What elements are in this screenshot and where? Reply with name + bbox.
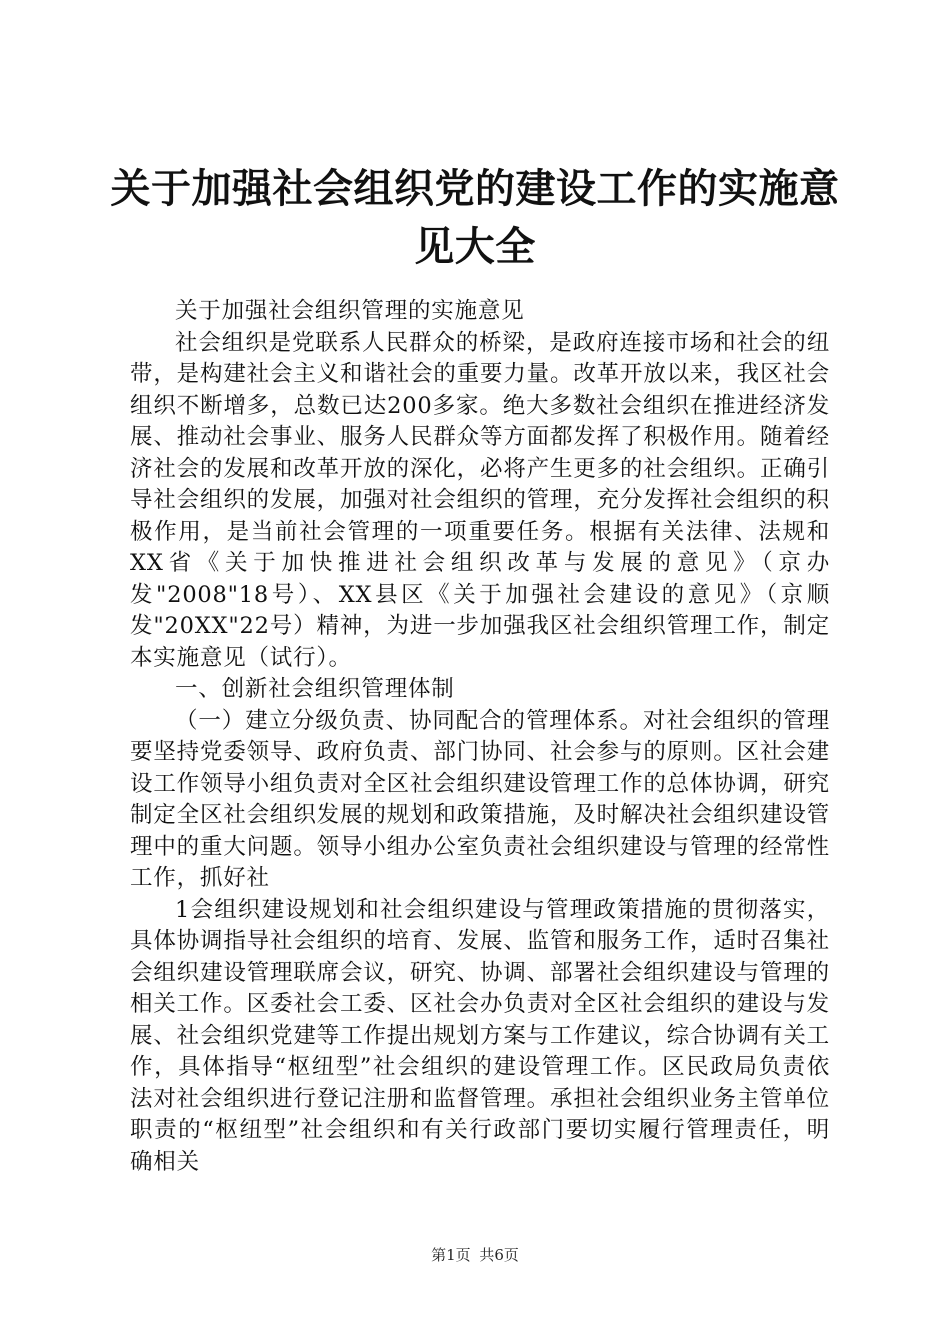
paragraph: （一）建立分级负责、协同配合的管理体系。对社会组织的管理要坚持党委领导、政府负责、部门协同、社会参与的原则。区社会建设工作领导小组负责对全区社会组织建设管理工作的总体协调，研究制定全区社会组织发展的规划和政策措施，及时解决社会组织建设管理中的重大问题。领导小组办公室负责社会组织建设与管理的经常性工作，抓好社	[130, 707, 830, 891]
paragraph: 社会组织是党联系人民群众的桥梁，是政府连接市场和社会的纽带，是构建社会主义和谐社会的重要力量。改革开放以来，我区社会组织不断增多，总数已达200多家。绝大多数社会组织在推进经济发展、推动社会事业、服务人民群众等方面都发挥了积极作用。随着经济社会的发展和改革开放的深化，必将产生更多的社会组织。正确引导社会组织的发展，加强对社会组织的管理，充分发挥社会组织的积极作用，是当前社会管理的一项重要任务。根据有关法律、法规和XX省《关于加快推进社会组织改革与发展的意见》（京办发"2008"18号）、XX县区《关于加强社会建设的意见》（京顺发"20XX"22号）精神，为进一步加强我区社会组织管理工作，制定本实施意见（试行）。	[130, 329, 830, 671]
paragraph: 1会组织建设规划和社会组织建设与管理政策措施的贯彻落实，具体协调指导社会组织的培育、发展、监管和服务工作，适时召集社会组织建设管理联席会议，研究、协调、部署社会组织建设与管理的相关工作。区委社会工委、区社会办负责对全区社会组织的建设与发展、社会组织党建等工作提出规划方案与工作建议，综合协调有关工作，具体指导“枢纽型”社会组织的建设管理工作。区民政局负责依法对社会组织进行登记注册和监督管理。承担社会组织业务主管单位职责的“枢纽型”社会组织和有关行政部门要切实履行管理责任，明确相关	[130, 896, 830, 1175]
document-subtitle: 关于加强社会组织管理的实施意见	[175, 298, 525, 324]
document-body	[130, 296, 830, 1178]
page-number: 第1页	[431, 1246, 471, 1264]
document-title: 关于加强社会组织党的建设工作的实施意见大全	[110, 165, 840, 270]
page-total: 共6页	[479, 1246, 519, 1264]
section-heading: 一、创新社会组织管理体制	[175, 676, 455, 702]
page-footer	[0, 1244, 950, 1265]
